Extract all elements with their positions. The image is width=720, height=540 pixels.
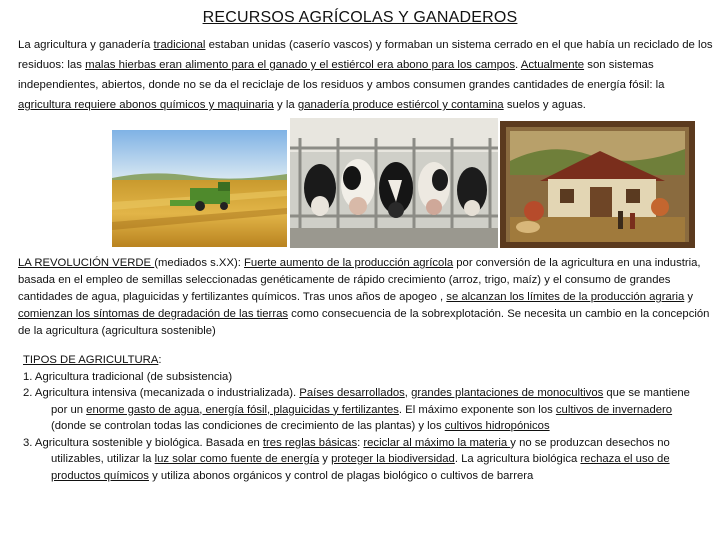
text-run: TIPOS DE AGRICULTURA: [23, 354, 159, 366]
text-run: . La agricultura biológica: [454, 453, 581, 465]
text-run: reciclar al máximo la materia: [363, 436, 511, 449]
text-run: rechaza el uso de productos químicos: [51, 453, 670, 482]
text-run: tradicional: [153, 39, 206, 51]
text-run: y: [684, 291, 694, 303]
text-run: tres reglas básicas: [262, 436, 358, 449]
text-run: y la: [273, 99, 298, 111]
text-run: y utiliza abonos orgánicos y control de plagas biológico o cultivos de barrera: [148, 469, 534, 482]
text-run: :: [158, 354, 162, 366]
page-title: RECURSOS AGRÍCOLAS Y GANADEROS: [202, 9, 518, 26]
text-run: cultivos hidropónicos: [444, 420, 550, 432]
text-run: . El máximo exponente son los: [398, 403, 556, 416]
dairy-cows-image: [290, 118, 498, 248]
text-run: ganadería produce estiércol y contamina: [297, 99, 504, 111]
text-run: luz solar como fuente de energía: [154, 453, 320, 465]
text-run: cultivos de invernadero: [555, 403, 673, 416]
text-run: (mediados s.XX):: [154, 257, 245, 269]
list-item: 1. Agricultura tradicional (de subsistencia): [23, 370, 233, 383]
text-run: Fuerte aumento de la producción agrícola: [244, 257, 454, 269]
text-run: que se mantiene por un: [51, 387, 690, 416]
text-run: y no se produzcan desechos no utilizables, utilizar la: [51, 436, 670, 465]
green-revolution-paragraph: [18, 255, 714, 340]
text-run: agricultura requiere abonos químicos y maquinaria: [18, 99, 274, 111]
list-heading: [23, 352, 703, 369]
text-run: .: [515, 59, 521, 71]
text-run: estaban unidas (caserío vascos) y formaban un sistema cerrado en el que había un reciclado de los residuos: las: [18, 39, 713, 71]
text-run: enorme gasto de agua, energía fósil, plaguicidas y fertilizantes: [86, 403, 399, 416]
farmhouse-painting-image: [500, 121, 695, 248]
text-run: 2. Agricultura intensiva (mecanizada o industrializada).: [23, 387, 300, 399]
text-run: Países desarrollados: [299, 387, 405, 399]
agriculture-types-list: [23, 352, 703, 484]
wheat-harvester-image: [112, 130, 287, 247]
text-run: Actualmente: [520, 59, 585, 71]
list-item: [23, 385, 703, 435]
text-run: se alcanzan los límites de la producción agraria: [446, 291, 685, 303]
list-item: [23, 435, 703, 485]
text-run: suelos y aguas.: [503, 99, 586, 111]
text-run: LA REVOLUCIÓN VERDE: [18, 257, 155, 269]
text-run: :: [357, 436, 364, 449]
text-run: son sistemas independientes, abiertos, donde no se da el reciclaje de los residuos y ambos consumen grandes cantidades de energía fósil: la: [18, 59, 665, 91]
text-run: proteger la biodiversidad: [331, 453, 455, 465]
text-run: y: [319, 453, 332, 465]
text-run: como consecuencia de la sobrexplotación. Se necesita un cambio en la concepción de la agricultura (agricultura sostenible): [18, 308, 710, 337]
text-run: (donde se controlan todas las condiciones de crecimiento de las plantas) y los: [51, 420, 445, 432]
intro-paragraph: [18, 35, 714, 115]
text-run: ,: [404, 387, 412, 399]
text-run: La agricultura y ganadería: [18, 39, 154, 51]
text-run: comienzan los síntomas de degradación de las tierras: [18, 308, 289, 320]
text-run: grandes plantaciones de monocultivos: [411, 387, 604, 399]
text-run: por conversión de la agricultura en una industria, basada en el empleo de semillas seleccionadas genéticamente de rápido crecimiento (arroz, trigo, maíz) y el consumo de grandes cantidades de agua, plaguicidas y fertilizantes químicos. Tras unos años de apogeo ,: [18, 257, 701, 303]
text-run: malas hierbas eran alimento para el ganado y el estiércol era abono para los campos: [85, 59, 516, 71]
text-run: 3. Agricultura sostenible y biológica. Basada en: [23, 436, 263, 449]
